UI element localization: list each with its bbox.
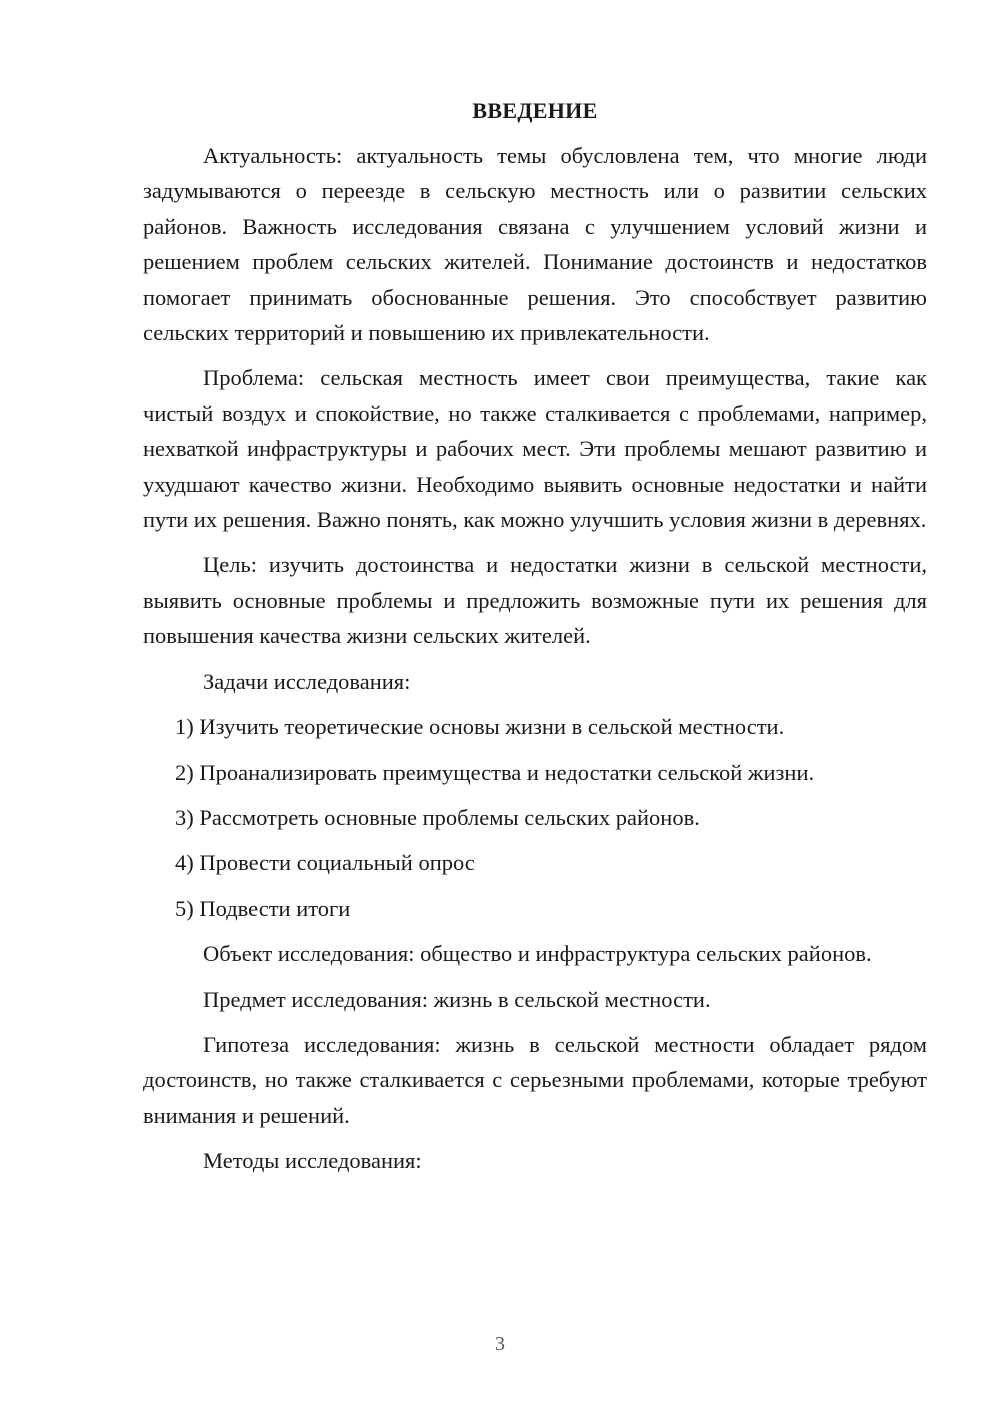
tasks-heading: Задачи исследования: [203,668,411,694]
task-item: 4) Провести социальный опрос [175,850,475,876]
task-item: 3) Рассмотреть основные проблемы сельских районов. [175,804,700,830]
document-page [143,96,927,1189]
methods-heading: Методы исследования: [203,1148,422,1174]
task-item: 5) Подвести итоги [175,895,351,921]
hypothesis-paragraph: Гипотеза исследования: жизнь в сельской местности обладает рядом достоинств, но также сталкивается с серьезными проблемами, которые требуют внимания и решений. [143,1031,927,1128]
document-title: ВВЕДЕНИЕ [472,98,598,123]
page-number: 3 [495,1333,505,1355]
problem-paragraph: Проблема: сельская местность имеет свои преимущества, такие как чистый воздух и спокойствие, но также сталкивается с проблемами, например, нехваткой инфраструктуры и рабочих мест. Эти проблемы мешают развитию и ухудшают качество жизни. Необходимо выявить основные недостатки и найти пути их решения. Важно понять, как можно улучшить условия жизни в деревнях. [143,365,927,533]
task-item: 1) Изучить теоретические основы жизни в сельской местности. [175,714,785,740]
relevance-paragraph: Актуальность: актуальность темы обусловлена тем, что многие люди задумываются о переезде в сельскую местность или о развитии сельских районов. Важность исследования связана с улучшением условий жизни и решением проблем сельских жителей. Понимание достоинств и недостатков помогает принимать обоснованные решения. Это способствует развитию сельских территорий и повышению их привлекательности. [143,143,927,346]
goal-paragraph: Цель: изучить достоинства и недостатки жизни в сельской местности, выявить основные проблемы и предложить возможные пути их решения для повышения качества жизни сельских жителей. [143,552,927,649]
object-paragraph: Объект исследования: общество и инфраструктура сельских районов. [203,941,872,967]
subject-paragraph: Предмет исследования: жизнь в сельской местности. [203,986,711,1012]
task-item: 2) Проанализировать преимущества и недостатки сельской жизни. [175,759,815,785]
